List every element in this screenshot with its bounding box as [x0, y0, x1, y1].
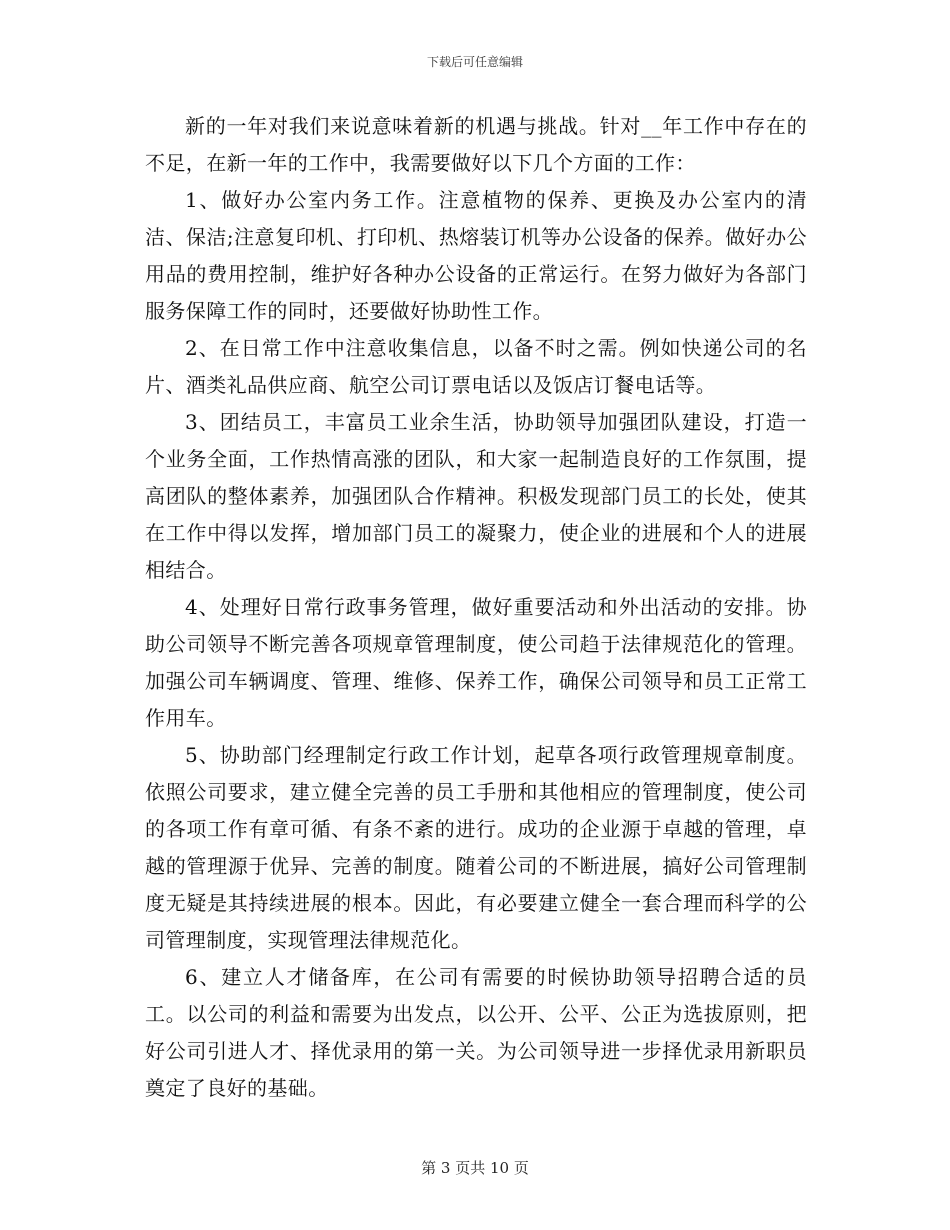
- paragraph-item-1: 1、做好办公室内务工作。注意植物的保养、更换及办公室内的清洁、保洁;注意复印机、打印机、热熔装订机等办公设备的保养。做好办公用品的费用控制，维护好各种办公设备的正常运行。在努力做好为各部门服务保障工作的同时，还要做好协助性工作。: [145, 188, 807, 323]
- paragraph-item-2: 2、在日常工作中注意收集信息，以备不时之需。例如快递公司的名片、酒类礼品供应商、航空公司订票电话以及饭店订餐电话等。: [145, 336, 807, 397]
- paragraph-intro: 新的一年对我们来说意味着新的机遇与挑战。针对__年工作中存在的不足，在新一年的工作中，我需要做好以下几个方面的工作：: [145, 114, 807, 175]
- paragraph-item-4: 4、处理好日常行政事务管理，做好重要活动和外出活动的安排。协助公司领导不断完善各项规章管理制度，使公司趋于法律规范化的管理。加强公司车辆调度、管理、维修、保养工作，确保公司领导和员工正常工作用车。: [145, 595, 807, 730]
- paragraph-item-5: 5、协助部门经理制定行政工作计划，起草各项行政管理规章制度。依照公司要求，建立健全完善的员工手册和其他相应的管理制度，使公司的各项工作有章可循、有条不紊的进行。成功的企业源于卓越的管理，卓越的管理源于优异、完善的制度。随着公司的不断进展，搞好公司管理制度无疑是其持续进展的根本。因此，有必要建立健全一套合理而科学的公司管理制度，实现管理法律规范化。: [145, 743, 807, 952]
- page-header: 下载后可任意编辑: [426, 55, 523, 69]
- document-body: [145, 108, 807, 1107]
- paragraph-item-3: 3、团结员工，丰富员工业余生活，协助领导加强团队建设，打造一个业务全面，工作热情高涨的团队，和大家一起制造良好的工作氛围，提高团队的整体素养，加强团队合作精神。积极发现部门员工的长处，使其在工作中得以发挥，增加部门员工的凝聚力，使企业的进展和个人的进展相结合。: [145, 410, 807, 582]
- paragraph-item-6: 6、建立人才储备库，在公司有需要的时候协助领导招聘合适的员工。以公司的利益和需要为出发点，以公开、公平、公正为选拔原则，把好公司引进人才、择优录用的第一关。为公司领导进一步择优录用新职员奠定了良好的基础。: [145, 965, 807, 1100]
- page-number-footer: 第 3 页共 10 页: [421, 1159, 529, 1177]
